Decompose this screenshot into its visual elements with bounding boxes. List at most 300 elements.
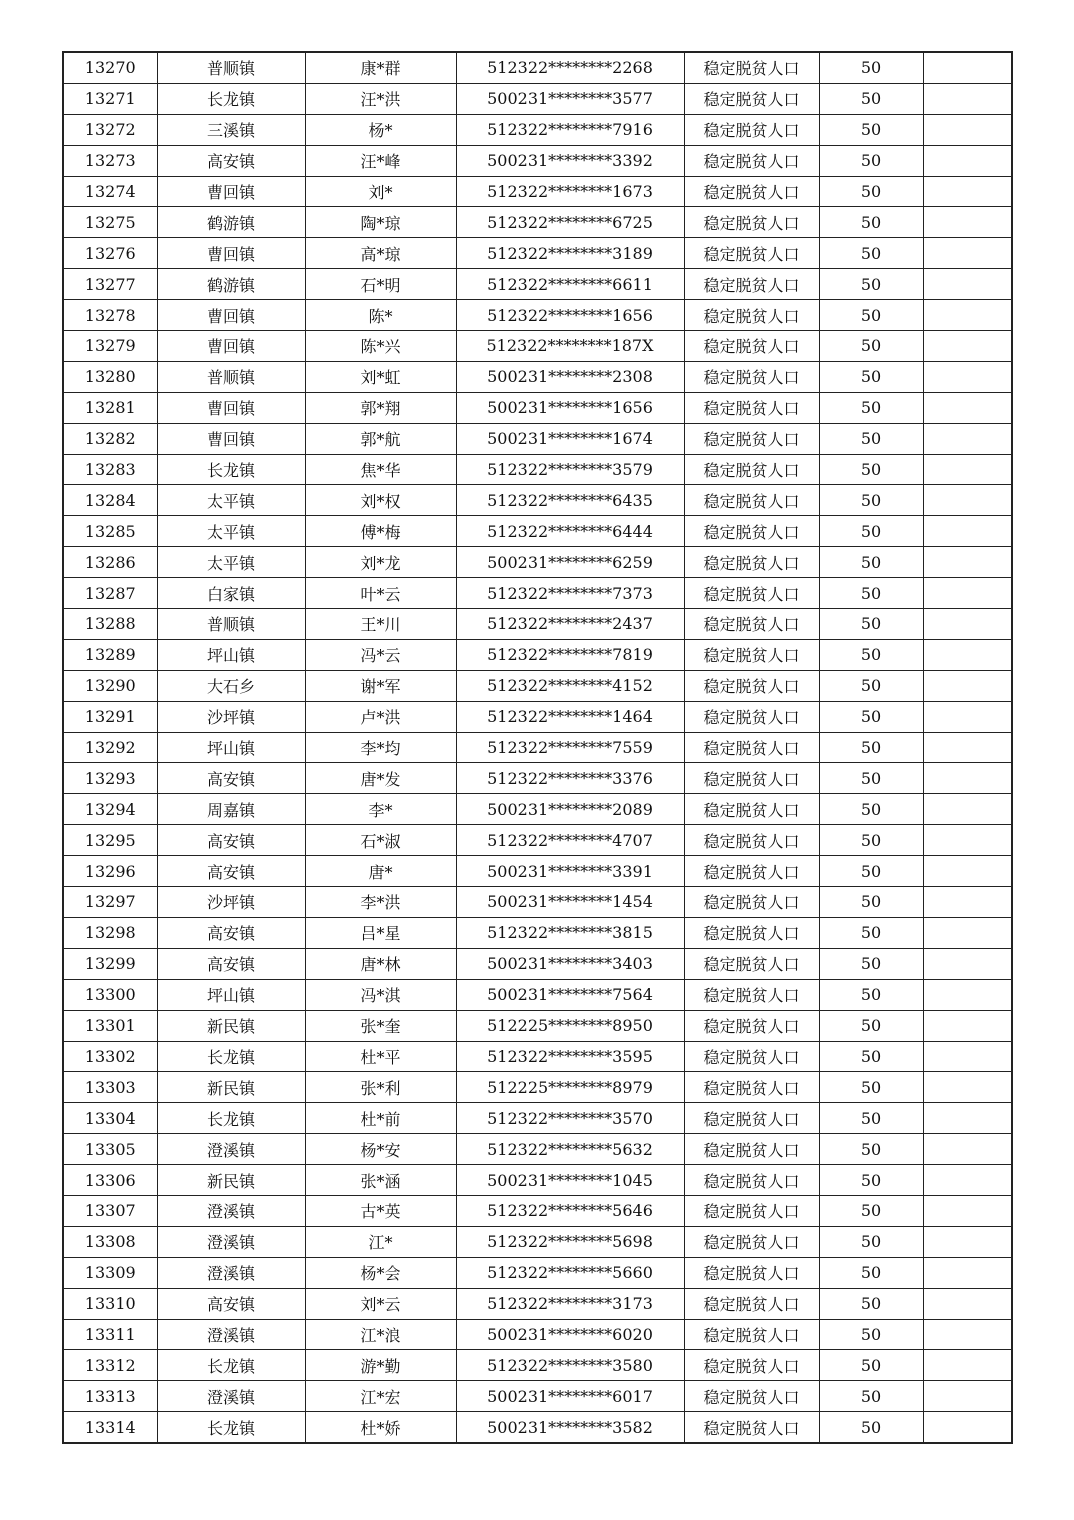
town-cell: 澄溪镇 (157, 1134, 305, 1165)
table-row (63, 1195, 1012, 1226)
amount-cell: 50 (819, 454, 923, 485)
note-cell (923, 1103, 1012, 1134)
town-cell: 曹回镇 (157, 392, 305, 423)
note-cell (923, 516, 1012, 547)
note-cell (923, 794, 1012, 825)
name-cell: 唐* (305, 856, 456, 887)
category-cell: 稳定脱贫人口 (684, 392, 819, 423)
town-cell: 普顺镇 (157, 52, 305, 83)
id-number-cell: 500231********2308 (456, 361, 684, 392)
id-number-cell: 512322********3189 (456, 238, 684, 269)
amount-cell: 50 (819, 1165, 923, 1196)
amount-cell: 50 (819, 1226, 923, 1257)
category-cell: 稳定脱贫人口 (684, 1257, 819, 1288)
id-number-cell: 512322********6725 (456, 207, 684, 238)
amount-cell: 50 (819, 670, 923, 701)
category-cell: 稳定脱贫人口 (684, 856, 819, 887)
row-number-cell: 13286 (63, 547, 157, 578)
name-cell: 刘*虹 (305, 361, 456, 392)
note-cell (923, 1134, 1012, 1165)
row-number-cell: 13283 (63, 454, 157, 485)
table-row (63, 609, 1012, 640)
town-cell: 高安镇 (157, 825, 305, 856)
amount-cell: 50 (819, 609, 923, 640)
table-row (63, 794, 1012, 825)
note-cell (923, 825, 1012, 856)
id-number-cell: 500231********1674 (456, 423, 684, 454)
row-number-cell: 13277 (63, 269, 157, 300)
note-cell (923, 176, 1012, 207)
note-cell (923, 1319, 1012, 1350)
amount-cell: 50 (819, 701, 923, 732)
note-cell (923, 1165, 1012, 1196)
note-cell (923, 732, 1012, 763)
town-cell: 太平镇 (157, 485, 305, 516)
category-cell: 稳定脱贫人口 (684, 485, 819, 516)
id-number-cell: 512322********3815 (456, 917, 684, 948)
table-row (63, 1134, 1012, 1165)
category-cell: 稳定脱贫人口 (684, 1350, 819, 1381)
name-cell: 冯*云 (305, 639, 456, 670)
id-number-cell: 500231********1656 (456, 392, 684, 423)
note-cell (923, 670, 1012, 701)
town-cell: 曹回镇 (157, 176, 305, 207)
row-number-cell: 13307 (63, 1195, 157, 1226)
town-cell: 新民镇 (157, 1010, 305, 1041)
note-cell (923, 207, 1012, 238)
id-number-cell: 512322********2437 (456, 609, 684, 640)
amount-cell: 50 (819, 1412, 923, 1443)
note-cell (923, 361, 1012, 392)
town-cell: 高安镇 (157, 763, 305, 794)
amount-cell: 50 (819, 825, 923, 856)
category-cell: 稳定脱贫人口 (684, 1195, 819, 1226)
row-number-cell: 13288 (63, 609, 157, 640)
id-number-cell: 512322********7559 (456, 732, 684, 763)
note-cell (923, 547, 1012, 578)
id-number-cell: 512322********5632 (456, 1134, 684, 1165)
id-number-cell: 512322********4152 (456, 670, 684, 701)
name-cell: 陈* (305, 300, 456, 331)
category-cell: 稳定脱贫人口 (684, 300, 819, 331)
name-cell: 石*淑 (305, 825, 456, 856)
category-cell: 稳定脱贫人口 (684, 639, 819, 670)
table-row (63, 670, 1012, 701)
table-row (63, 948, 1012, 979)
name-cell: 张*涵 (305, 1165, 456, 1196)
note-cell (923, 300, 1012, 331)
row-number-cell: 13275 (63, 207, 157, 238)
row-number-cell: 13304 (63, 1103, 157, 1134)
table-row (63, 1010, 1012, 1041)
town-cell: 曹回镇 (157, 423, 305, 454)
note-cell (923, 763, 1012, 794)
row-number-cell: 13289 (63, 639, 157, 670)
table-row (63, 52, 1012, 83)
row-number-cell: 13302 (63, 1041, 157, 1072)
amount-cell: 50 (819, 732, 923, 763)
row-number-cell: 13298 (63, 917, 157, 948)
category-cell: 稳定脱贫人口 (684, 361, 819, 392)
category-cell: 稳定脱贫人口 (684, 1319, 819, 1350)
name-cell: 唐*发 (305, 763, 456, 794)
category-cell: 稳定脱贫人口 (684, 1103, 819, 1134)
id-number-cell: 500231********1045 (456, 1165, 684, 1196)
id-number-cell: 512225********8950 (456, 1010, 684, 1041)
id-number-cell: 500231********3582 (456, 1412, 684, 1443)
table-row (63, 176, 1012, 207)
table-row (63, 1041, 1012, 1072)
row-number-cell: 13291 (63, 701, 157, 732)
note-cell (923, 917, 1012, 948)
table-row (63, 1350, 1012, 1381)
id-number-cell: 512322********6611 (456, 269, 684, 300)
name-cell: 杨* (305, 114, 456, 145)
id-number-cell: 500231********3392 (456, 145, 684, 176)
name-cell: 汪*峰 (305, 145, 456, 176)
category-cell: 稳定脱贫人口 (684, 1134, 819, 1165)
table-row (63, 1412, 1012, 1443)
id-number-cell: 500231********6259 (456, 547, 684, 578)
town-cell: 长龙镇 (157, 1041, 305, 1072)
note-cell (923, 1072, 1012, 1103)
name-cell: 张*利 (305, 1072, 456, 1103)
category-cell: 稳定脱贫人口 (684, 948, 819, 979)
row-number-cell: 13278 (63, 300, 157, 331)
category-cell: 稳定脱贫人口 (684, 331, 819, 362)
row-number-cell: 13303 (63, 1072, 157, 1103)
row-number-cell: 13305 (63, 1134, 157, 1165)
town-cell: 鹤游镇 (157, 269, 305, 300)
table-row (63, 1288, 1012, 1319)
town-cell: 普顺镇 (157, 361, 305, 392)
row-number-cell: 13314 (63, 1412, 157, 1443)
category-cell: 稳定脱贫人口 (684, 609, 819, 640)
table-row (63, 547, 1012, 578)
amount-cell: 50 (819, 238, 923, 269)
name-cell: 陶*琼 (305, 207, 456, 238)
id-number-cell: 512322********3595 (456, 1041, 684, 1072)
table-row (63, 887, 1012, 918)
name-cell: 冯*淇 (305, 979, 456, 1010)
category-cell: 稳定脱贫人口 (684, 176, 819, 207)
id-number-cell: 500231********3577 (456, 83, 684, 114)
id-number-cell: 512322********1464 (456, 701, 684, 732)
amount-cell: 50 (819, 1134, 923, 1165)
table-row (63, 145, 1012, 176)
town-cell: 高安镇 (157, 856, 305, 887)
note-cell (923, 114, 1012, 145)
category-cell: 稳定脱贫人口 (684, 1010, 819, 1041)
amount-cell: 50 (819, 83, 923, 114)
id-number-cell: 512322********5660 (456, 1257, 684, 1288)
row-number-cell: 13279 (63, 331, 157, 362)
amount-cell: 50 (819, 578, 923, 609)
table-row (63, 979, 1012, 1010)
table-row (63, 1165, 1012, 1196)
town-cell: 澄溪镇 (157, 1319, 305, 1350)
town-cell: 长龙镇 (157, 1412, 305, 1443)
table-row (63, 825, 1012, 856)
note-cell (923, 856, 1012, 887)
note-cell (923, 887, 1012, 918)
category-cell: 稳定脱贫人口 (684, 1381, 819, 1412)
row-number-cell: 13273 (63, 145, 157, 176)
row-number-cell: 13276 (63, 238, 157, 269)
table-row (63, 423, 1012, 454)
note-cell (923, 454, 1012, 485)
name-cell: 刘* (305, 176, 456, 207)
note-cell (923, 392, 1012, 423)
name-cell: 杜*平 (305, 1041, 456, 1072)
amount-cell: 50 (819, 639, 923, 670)
category-cell: 稳定脱贫人口 (684, 1412, 819, 1443)
table-row (63, 238, 1012, 269)
category-cell: 稳定脱贫人口 (684, 732, 819, 763)
name-cell: 石*明 (305, 269, 456, 300)
name-cell: 谢*军 (305, 670, 456, 701)
town-cell: 长龙镇 (157, 454, 305, 485)
table-row (63, 732, 1012, 763)
category-cell: 稳定脱贫人口 (684, 454, 819, 485)
name-cell: 卢*洪 (305, 701, 456, 732)
town-cell: 澄溪镇 (157, 1195, 305, 1226)
name-cell: 李*均 (305, 732, 456, 763)
note-cell (923, 639, 1012, 670)
table-row (63, 300, 1012, 331)
row-number-cell: 13287 (63, 578, 157, 609)
name-cell: 刘*权 (305, 485, 456, 516)
note-cell (923, 1041, 1012, 1072)
category-cell: 稳定脱贫人口 (684, 52, 819, 83)
town-cell: 沙坪镇 (157, 887, 305, 918)
table-row (63, 83, 1012, 114)
name-cell: 江*浪 (305, 1319, 456, 1350)
name-cell: 高*琼 (305, 238, 456, 269)
town-cell: 三溪镇 (157, 114, 305, 145)
id-number-cell: 500231********2089 (456, 794, 684, 825)
category-cell: 稳定脱贫人口 (684, 917, 819, 948)
category-cell: 稳定脱贫人口 (684, 207, 819, 238)
name-cell: 王*川 (305, 609, 456, 640)
category-cell: 稳定脱贫人口 (684, 1072, 819, 1103)
table-row (63, 1072, 1012, 1103)
name-cell: 唐*林 (305, 948, 456, 979)
amount-cell: 50 (819, 361, 923, 392)
amount-cell: 50 (819, 547, 923, 578)
note-cell (923, 269, 1012, 300)
amount-cell: 50 (819, 1010, 923, 1041)
row-number-cell: 13309 (63, 1257, 157, 1288)
id-number-cell: 512322********187X (456, 331, 684, 362)
town-cell: 高安镇 (157, 1288, 305, 1319)
id-number-cell: 512322********6435 (456, 485, 684, 516)
amount-cell: 50 (819, 763, 923, 794)
row-number-cell: 13296 (63, 856, 157, 887)
amount-cell: 50 (819, 1072, 923, 1103)
note-cell (923, 52, 1012, 83)
table-row (63, 917, 1012, 948)
town-cell: 澄溪镇 (157, 1257, 305, 1288)
category-cell: 稳定脱贫人口 (684, 1165, 819, 1196)
amount-cell: 50 (819, 1319, 923, 1350)
note-cell (923, 1010, 1012, 1041)
amount-cell: 50 (819, 176, 923, 207)
town-cell: 坪山镇 (157, 732, 305, 763)
row-number-cell: 13306 (63, 1165, 157, 1196)
row-number-cell: 13290 (63, 670, 157, 701)
amount-cell: 50 (819, 794, 923, 825)
amount-cell: 50 (819, 1257, 923, 1288)
name-cell: 李*洪 (305, 887, 456, 918)
name-cell: 江*宏 (305, 1381, 456, 1412)
name-cell: 杜*娇 (305, 1412, 456, 1443)
category-cell: 稳定脱贫人口 (684, 1288, 819, 1319)
amount-cell: 50 (819, 392, 923, 423)
id-number-cell: 512322********3580 (456, 1350, 684, 1381)
table-row (63, 701, 1012, 732)
row-number-cell: 13274 (63, 176, 157, 207)
name-cell: 焦*华 (305, 454, 456, 485)
amount-cell: 50 (819, 1381, 923, 1412)
note-cell (923, 1195, 1012, 1226)
id-number-cell: 512322********1656 (456, 300, 684, 331)
name-cell: 杨*会 (305, 1257, 456, 1288)
note-cell (923, 485, 1012, 516)
note-cell (923, 1412, 1012, 1443)
id-number-cell: 512322********7373 (456, 578, 684, 609)
table-row (63, 516, 1012, 547)
name-cell: 张*奎 (305, 1010, 456, 1041)
town-cell: 新民镇 (157, 1072, 305, 1103)
table-row (63, 856, 1012, 887)
row-number-cell: 13280 (63, 361, 157, 392)
name-cell: 江* (305, 1226, 456, 1257)
amount-cell: 50 (819, 423, 923, 454)
row-number-cell: 13292 (63, 732, 157, 763)
table-row (63, 361, 1012, 392)
table-row (63, 1257, 1012, 1288)
id-number-cell: 500231********6017 (456, 1381, 684, 1412)
row-number-cell: 13301 (63, 1010, 157, 1041)
id-number-cell: 512322********3376 (456, 763, 684, 794)
row-number-cell: 13284 (63, 485, 157, 516)
name-cell: 杜*前 (305, 1103, 456, 1134)
category-cell: 稳定脱贫人口 (684, 269, 819, 300)
row-number-cell: 13308 (63, 1226, 157, 1257)
town-cell: 太平镇 (157, 547, 305, 578)
category-cell: 稳定脱贫人口 (684, 145, 819, 176)
row-number-cell: 13312 (63, 1350, 157, 1381)
note-cell (923, 1350, 1012, 1381)
amount-cell: 50 (819, 1103, 923, 1134)
amount-cell: 50 (819, 145, 923, 176)
id-number-cell: 500231********7564 (456, 979, 684, 1010)
amount-cell: 50 (819, 856, 923, 887)
category-cell: 稳定脱贫人口 (684, 114, 819, 145)
amount-cell: 50 (819, 485, 923, 516)
town-cell: 澄溪镇 (157, 1226, 305, 1257)
row-number-cell: 13297 (63, 887, 157, 918)
name-cell: 陈*兴 (305, 331, 456, 362)
table-body (63, 52, 1012, 1443)
town-cell: 曹回镇 (157, 331, 305, 362)
note-cell (923, 1288, 1012, 1319)
amount-cell: 50 (819, 948, 923, 979)
note-cell (923, 1381, 1012, 1412)
category-cell: 稳定脱贫人口 (684, 547, 819, 578)
category-cell: 稳定脱贫人口 (684, 670, 819, 701)
id-number-cell: 500231********1454 (456, 887, 684, 918)
amount-cell: 50 (819, 917, 923, 948)
note-cell (923, 701, 1012, 732)
note-cell (923, 423, 1012, 454)
category-cell: 稳定脱贫人口 (684, 516, 819, 547)
amount-cell: 50 (819, 979, 923, 1010)
id-number-cell: 512225********8979 (456, 1072, 684, 1103)
table-row (63, 392, 1012, 423)
town-cell: 白家镇 (157, 578, 305, 609)
roster-table (62, 51, 1013, 1444)
table-row (63, 763, 1012, 794)
amount-cell: 50 (819, 516, 923, 547)
amount-cell: 50 (819, 1350, 923, 1381)
category-cell: 稳定脱贫人口 (684, 83, 819, 114)
town-cell: 曹回镇 (157, 300, 305, 331)
note-cell (923, 1226, 1012, 1257)
amount-cell: 50 (819, 331, 923, 362)
category-cell: 稳定脱贫人口 (684, 238, 819, 269)
amount-cell: 50 (819, 114, 923, 145)
id-number-cell: 512322********7819 (456, 639, 684, 670)
table-row (63, 269, 1012, 300)
category-cell: 稳定脱贫人口 (684, 578, 819, 609)
row-number-cell: 13271 (63, 83, 157, 114)
name-cell: 傅*梅 (305, 516, 456, 547)
amount-cell: 50 (819, 207, 923, 238)
name-cell: 杨*安 (305, 1134, 456, 1165)
category-cell: 稳定脱贫人口 (684, 1041, 819, 1072)
row-number-cell: 13295 (63, 825, 157, 856)
table-row (63, 331, 1012, 362)
name-cell: 古*英 (305, 1195, 456, 1226)
id-number-cell: 500231********3391 (456, 856, 684, 887)
town-cell: 高安镇 (157, 948, 305, 979)
category-cell: 稳定脱贫人口 (684, 794, 819, 825)
id-number-cell: 512322********6444 (456, 516, 684, 547)
row-number-cell: 13300 (63, 979, 157, 1010)
category-cell: 稳定脱贫人口 (684, 763, 819, 794)
town-cell: 普顺镇 (157, 609, 305, 640)
name-cell: 吕*星 (305, 917, 456, 948)
row-number-cell: 13294 (63, 794, 157, 825)
name-cell: 康*群 (305, 52, 456, 83)
name-cell: 郭*翔 (305, 392, 456, 423)
note-cell (923, 238, 1012, 269)
note-cell (923, 331, 1012, 362)
id-number-cell: 512322********5646 (456, 1195, 684, 1226)
amount-cell: 50 (819, 269, 923, 300)
row-number-cell: 13282 (63, 423, 157, 454)
town-cell: 周嘉镇 (157, 794, 305, 825)
category-cell: 稳定脱贫人口 (684, 825, 819, 856)
id-number-cell: 512322********3173 (456, 1288, 684, 1319)
id-number-cell: 512322********1673 (456, 176, 684, 207)
town-cell: 高安镇 (157, 917, 305, 948)
town-cell: 太平镇 (157, 516, 305, 547)
category-cell: 稳定脱贫人口 (684, 979, 819, 1010)
amount-cell: 50 (819, 887, 923, 918)
